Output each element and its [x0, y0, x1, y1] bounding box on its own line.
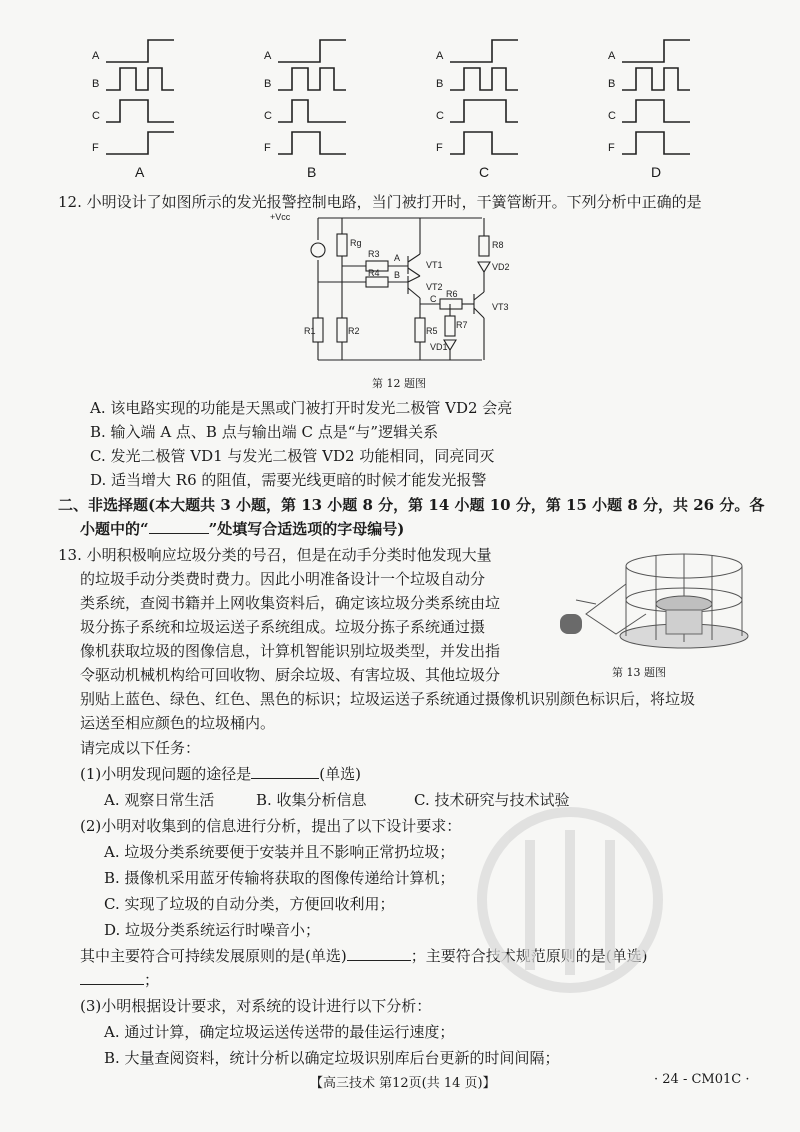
q12-option-b: B. 输入端 A 点、B 点与输出端 C 点是“与”逻辑关系 [90, 423, 439, 441]
waveform-option-d [608, 28, 728, 188]
sub1-option-c: C. 技术研究与技术试验 [414, 791, 570, 809]
sub2-option-d: D. 垃圾分类系统运行时噪音小； [104, 921, 321, 939]
resistor-r5 [415, 318, 425, 342]
q13-text-line: 运送至相应颜色的垃圾桶内。 [80, 714, 276, 732]
resistor-r6 [440, 299, 462, 309]
waveform-option-b [264, 28, 384, 188]
label-point-b: B [394, 270, 401, 280]
sub-question-1-type: (单选) [319, 765, 361, 783]
waveform-option-c [436, 28, 556, 188]
label-vt2: VT2 [426, 282, 443, 292]
figure-12-caption: 第 12 题图 [372, 377, 426, 390]
q13-text-line: 13. 小明积极响应垃圾分类的号召，但是在动手分类时他发现大量 [58, 546, 492, 564]
signal-label: B [608, 78, 616, 90]
section-2-header: 二、非选择题(本大题共 3 小题，第 13 小题 8 分，第 14 小题 10 分，第 15 小题 8 分，共 26 分。各 [58, 496, 765, 514]
option-letter: A [135, 164, 145, 180]
sub-question-2-end: ； [144, 971, 160, 989]
q12-option-c: C. 发光二极管 VD1 与发光二极管 VD2 功能相同，同亮同灭 [90, 447, 495, 465]
sub1-option-b: B. 收集分析信息 [256, 791, 367, 809]
q13-text-line: 的垃圾手动分类费时费力。因此小明准备设计一个垃圾自动分 [80, 570, 486, 588]
signal-label: B [264, 78, 272, 90]
waveform-option-a [92, 28, 212, 188]
label-r5: R5 [426, 326, 438, 336]
waveform-plot [92, 28, 212, 168]
sub-question-2-prompt-a: 其中主要符合可持续发展原则的是(单选) [80, 947, 347, 965]
answer-blank-1[interactable] [251, 764, 319, 779]
signal-label: F [608, 142, 615, 154]
wave-b [622, 68, 690, 90]
resistor-r4 [366, 277, 388, 287]
reed-switch-rg [337, 234, 347, 256]
answer-blank-2b[interactable] [80, 970, 144, 985]
q13-text-line: 圾分拣子系统和垃圾运送子系统组成。垃圾分拣子系统通过摄 [80, 618, 486, 636]
sub2-option-a: A. 垃圾分类系统要便于安装并且不影响正常扔垃圾； [104, 843, 455, 861]
label-vt3: VT3 [492, 302, 509, 312]
wave-c [450, 100, 518, 122]
sub2-option-b: B. 摄像机采用蓝牙传输将获取的图像传递给计算机； [104, 869, 455, 887]
answer-blank [149, 519, 209, 534]
label-r7: R7 [456, 320, 468, 330]
answer-blank-2a[interactable] [347, 946, 411, 961]
q13-text-line: 令驱动机械机构给可回收物、厨余垃圾、有害垃圾、其他垃圾分 [80, 666, 501, 684]
label-point-a: A [394, 253, 401, 263]
wave-a [450, 40, 518, 62]
sub-question-1-stem: (1)小明发现问题的途径是 [80, 765, 252, 783]
section-2-instruction-a: 小题中的“ [80, 520, 149, 538]
page-footer-center: 【高三技术 第12页(共 14 页)】 [310, 1076, 496, 1091]
wave-b [450, 68, 518, 90]
signal-label: C [264, 110, 272, 122]
wave-c [278, 100, 346, 122]
watermark-logo [470, 800, 670, 1000]
q13-text-line: 像机获取垃圾的图像信息，计算机智能识别垃圾类型，并发出指 [80, 642, 501, 660]
option-letter: C [479, 164, 490, 180]
sub1-option-a: A. 观察日常生活 [104, 791, 215, 809]
sub-question-2-blank-line [80, 969, 159, 990]
label-vcc: +Vcc [270, 212, 291, 222]
q12-option-a: A. 该电路实现的功能是天黑或门被打开时发光二极管 VD2 会亮 [90, 399, 513, 417]
sub-question-2-stem: (2)小明对收集到的信息进行分析，提出了以下设计要求： [80, 817, 462, 835]
wave-c [106, 100, 174, 122]
sub-question-2-prompt-b: ；主要符合技术规范原则的是(单选) [410, 947, 648, 965]
label-rg: Rg [350, 238, 362, 248]
section-2-instruction [80, 518, 404, 539]
signal-label: C [436, 110, 444, 122]
q12-option-d: D. 适当增大 R6 的阻值，需要光线更暗的时候才能发光报警 [90, 471, 487, 489]
signal-label: A [92, 50, 100, 62]
sub3-option-b: B. 大量查阅资料，统计分析以确定垃圾识别库后台更新的时间间隔； [104, 1049, 560, 1067]
wave-f [106, 132, 174, 154]
signal-label: F [264, 142, 271, 154]
wave-a [106, 40, 174, 62]
wave-f [278, 132, 346, 154]
resistor-r8 [479, 236, 489, 256]
figure-13-caption: 第 13 题图 [612, 666, 666, 679]
section-2-instruction-b: ”处填写合适选项的字母编号) [208, 520, 405, 538]
wave-a [622, 40, 690, 62]
photoresistor-symbol [311, 243, 325, 257]
wave-f [450, 132, 518, 154]
sub2-option-c: C. 实现了垃圾的自动分类，方便回收利用； [104, 895, 395, 913]
signal-label: B [92, 78, 100, 90]
option-letter: B [307, 164, 317, 180]
page-footer-code: · 24 - CM01C · [654, 1072, 750, 1087]
label-r6: R6 [446, 289, 458, 299]
signal-label: C [92, 110, 100, 122]
sub-question-1 [80, 763, 361, 784]
bin-shape [560, 614, 582, 634]
label-r3: R3 [368, 249, 380, 259]
sorting-machine-figure [556, 544, 756, 652]
label-vt1: VT1 [426, 260, 443, 270]
led-vd2 [478, 262, 490, 272]
wave-a [278, 40, 346, 62]
q13-text-line: 别贴上蓝色、绿色、红色、黑色的标识；垃圾运送子系统通过摄像机识别颜色标识后，将垃圾 [80, 690, 696, 708]
waveform-plot [264, 28, 384, 168]
signal-label: A [436, 50, 444, 62]
label-vd2: VD2 [492, 262, 510, 272]
label-r4: R4 [368, 268, 380, 278]
label-r8: R8 [492, 240, 504, 250]
sub3-option-a: A. 通过计算，确定垃圾运送传送带的最佳运行速度； [104, 1023, 455, 1041]
signal-label: A [608, 50, 616, 62]
wave-f [622, 132, 690, 154]
signal-label: A [264, 50, 272, 62]
waveform-plot [608, 28, 728, 168]
question-12-stem: 12. 小明设计了如图所示的发光报警控制电路，当门被打开时，干簧管断开。下列分析中正确的是 [58, 193, 702, 211]
resistor-r2 [337, 318, 347, 342]
task-intro: 请完成以下任务： [80, 739, 201, 757]
circuit-diagram [270, 210, 530, 370]
wave-b [106, 68, 174, 90]
sub-question-3-stem: (3)小明根据设计要求，对系统的设计进行以下分析： [80, 997, 432, 1015]
wave-b [278, 68, 346, 90]
signal-label: C [608, 110, 616, 122]
wave-c [622, 100, 690, 122]
label-vd1: VD1 [430, 342, 448, 352]
signal-label: F [436, 142, 443, 154]
waveform-plot [436, 28, 556, 168]
q13-text-line: 类系统，查阅书籍并上网收集资料后，确定该垃圾分类系统由垃 [80, 594, 501, 612]
option-letter: D [651, 164, 662, 180]
label-r1: R1 [304, 326, 316, 336]
label-r2: R2 [348, 326, 360, 336]
signal-label: F [92, 142, 99, 154]
signal-label: B [436, 78, 444, 90]
label-point-c: C [430, 294, 437, 304]
resistor-r7 [445, 316, 455, 336]
